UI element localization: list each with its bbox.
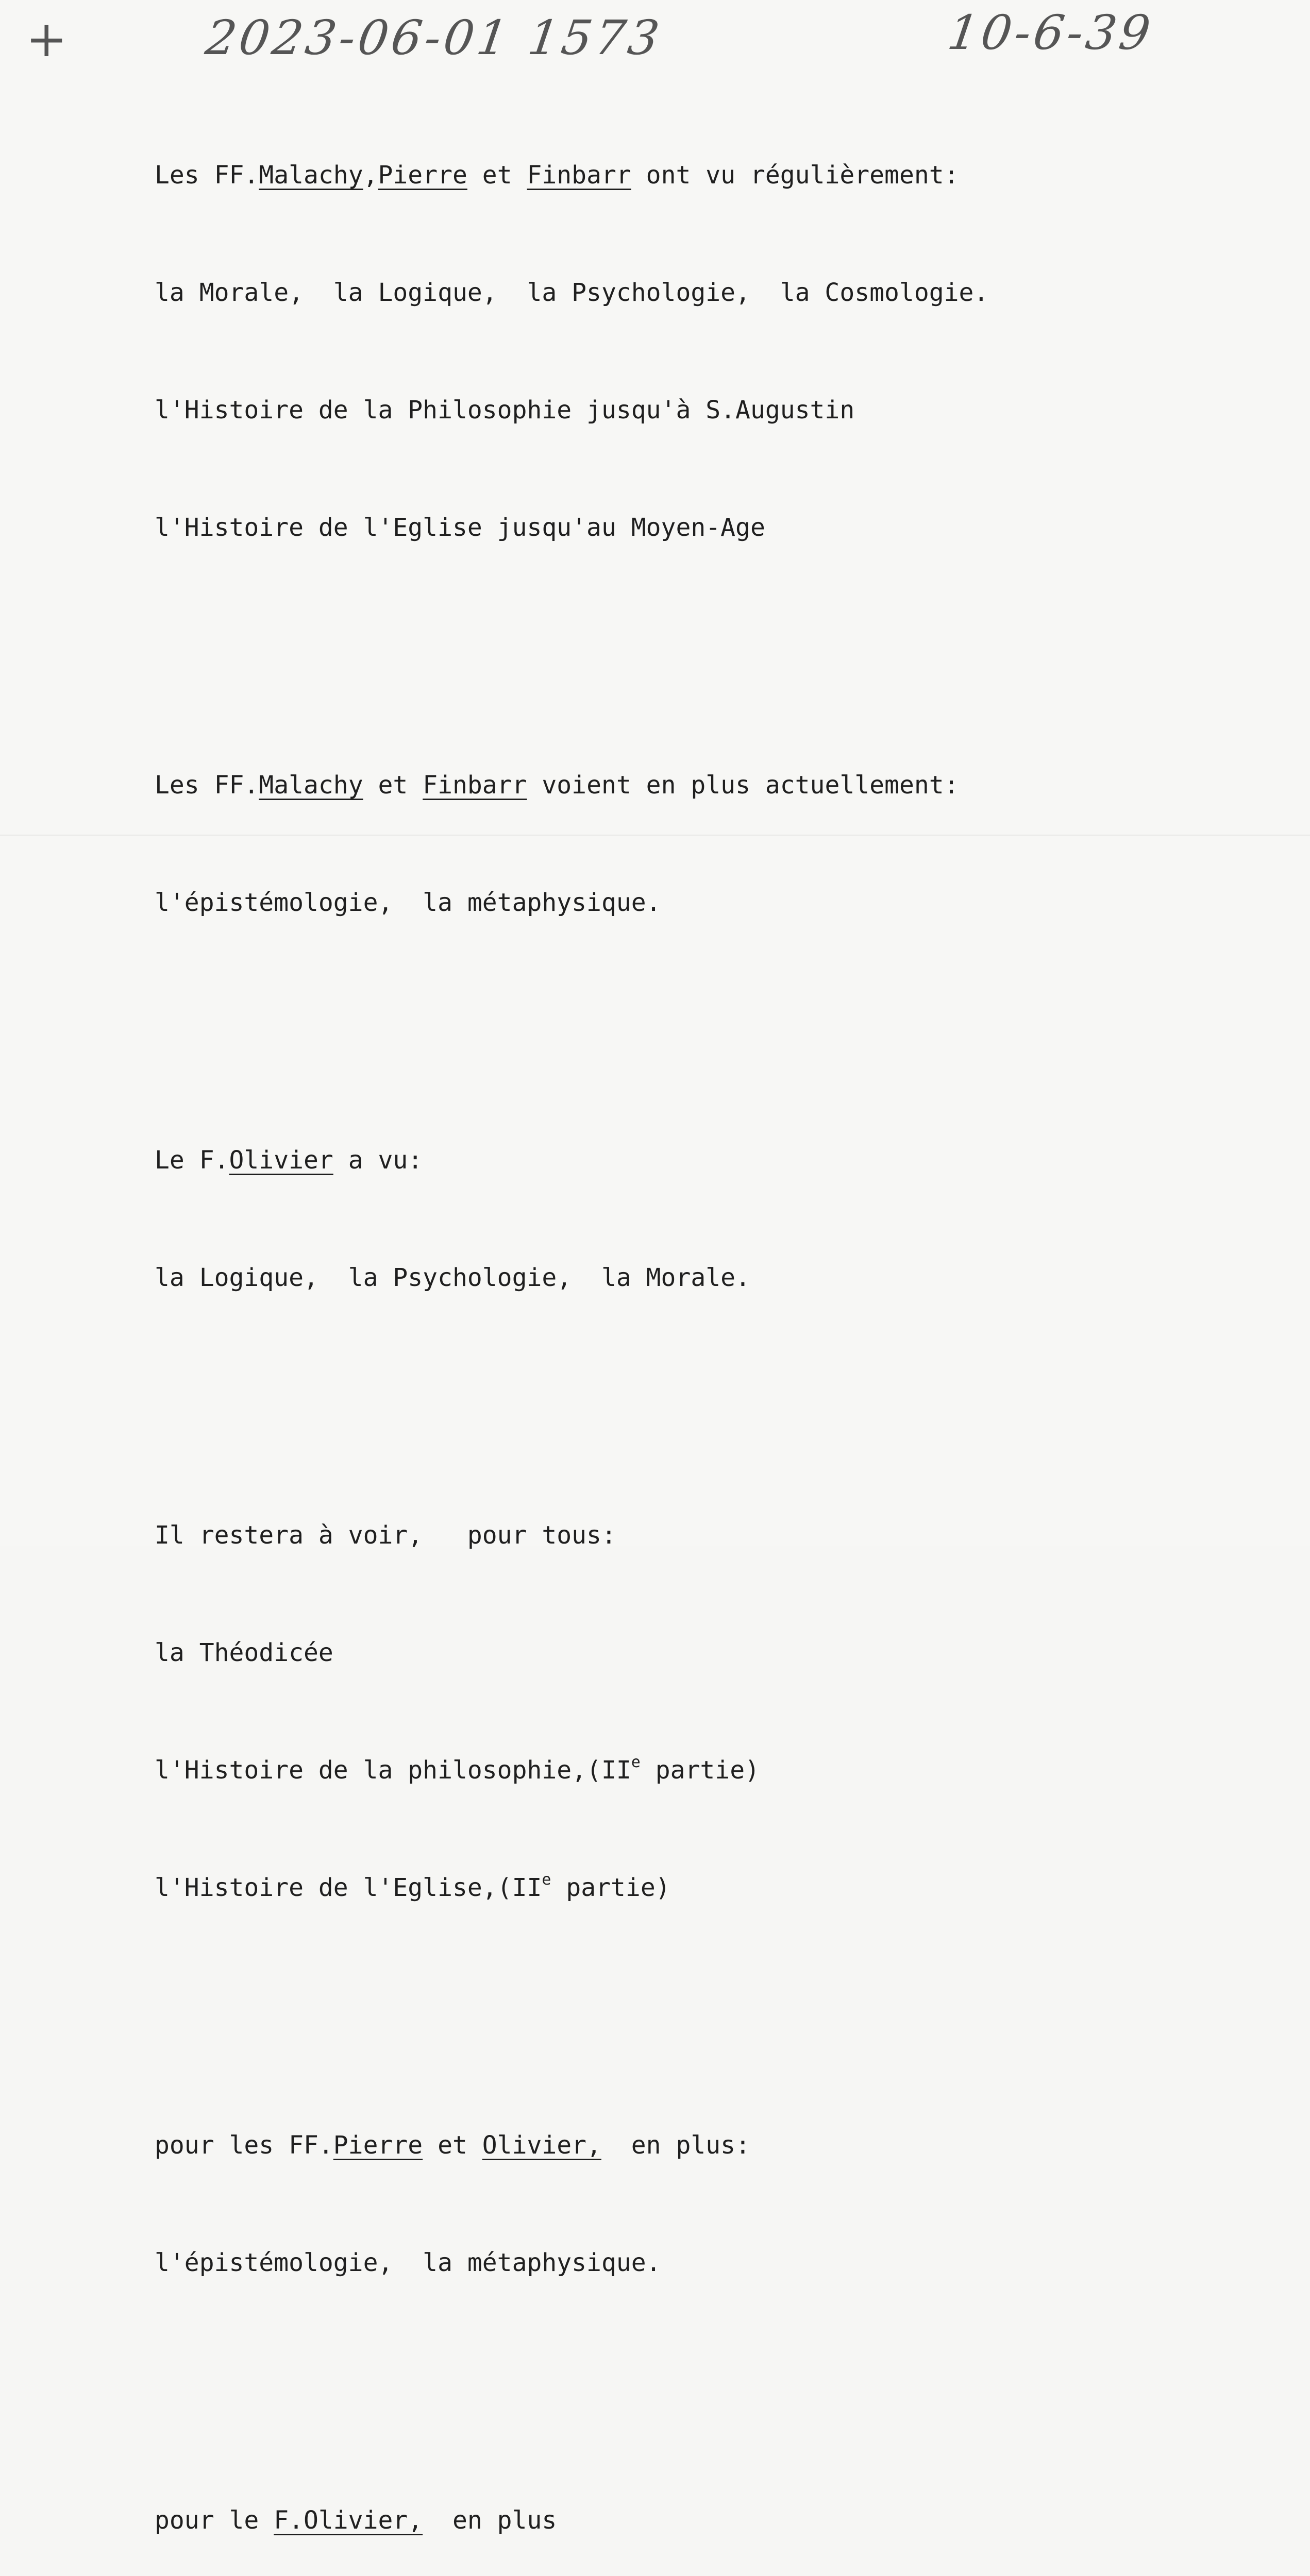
name-pierre: Pierre [378, 161, 467, 190]
typed-letter-body [155, 77, 1304, 2576]
text-line: l'Histoire de la Philosophie jusqu'à S.Augustin [155, 396, 855, 425]
text-line [155, 2126, 1304, 2165]
name-malachy: Malachy [259, 771, 363, 800]
superscript: e [542, 1871, 551, 1889]
text-line [155, 156, 1304, 195]
text-fragment: l'Histoire de la philosophie,(II [155, 1756, 631, 1785]
name-malachy: Malachy [259, 161, 363, 190]
text-line: la Morale, la Logique, la Psychologie, la Cosmologie. [155, 278, 989, 307]
text-line [155, 1868, 1304, 1907]
text-fragment: pour le [155, 2506, 274, 2535]
text-fragment: Le F. [155, 1146, 229, 1175]
text-line [155, 1751, 1304, 1790]
handwritten-reference: 2023-06-01 1573 [202, 10, 666, 65]
name-olivier: Olivier, [482, 2131, 601, 2160]
text-line: la Logique, la Psychologie, la Morale. [155, 1263, 750, 1292]
text-fragment: l'Histoire de l'Eglise,(II [155, 1873, 542, 1902]
text-fragment: en plus: [601, 2131, 750, 2160]
name-finbarr: Finbarr [527, 161, 631, 190]
text-fragment: ont vu régulièrement: [631, 161, 959, 190]
text-fragment: voient en plus actuellement: [527, 771, 959, 800]
text-fragment: Les FF. [155, 771, 259, 800]
text-line: la Théodicée [155, 1638, 333, 1667]
text-line [155, 766, 1304, 805]
text-fragment: et [423, 2131, 482, 2160]
text-fragment: et [363, 771, 423, 800]
handwritten-date: 10-6-39 [944, 5, 1157, 60]
name-pierre: Pierre [333, 2131, 423, 2160]
superscript: e [631, 1753, 641, 1771]
text-line: l'Histoire de l'Eglise jusqu'au Moyen-Age [155, 513, 765, 542]
text-fragment: partie) [551, 1873, 670, 1902]
text-line: l'épistémologie, la métaphysique. [155, 888, 661, 917]
text-line [155, 1141, 1304, 1180]
name-olivier: Olivier [229, 1146, 333, 1175]
text-fragment: a vu: [333, 1146, 423, 1175]
text-fragment: pour les FF. [155, 2131, 333, 2160]
name-olivier: F.Olivier, [274, 2506, 423, 2535]
text-fragment: partie) [640, 1756, 760, 1785]
text-line [155, 2501, 1304, 2540]
handwritten-cross: + [26, 10, 71, 68]
name-finbarr: Finbarr [423, 771, 527, 800]
text-fragment: Les FF. [155, 161, 259, 190]
text-fragment: en plus [423, 2506, 557, 2535]
text-fragment: , [363, 161, 378, 190]
text-line: Il restera à voir, pour tous: [155, 1521, 616, 1550]
text-fragment: et [467, 161, 527, 190]
text-line: l'épistémologie, la métaphysique. [155, 2248, 661, 2277]
